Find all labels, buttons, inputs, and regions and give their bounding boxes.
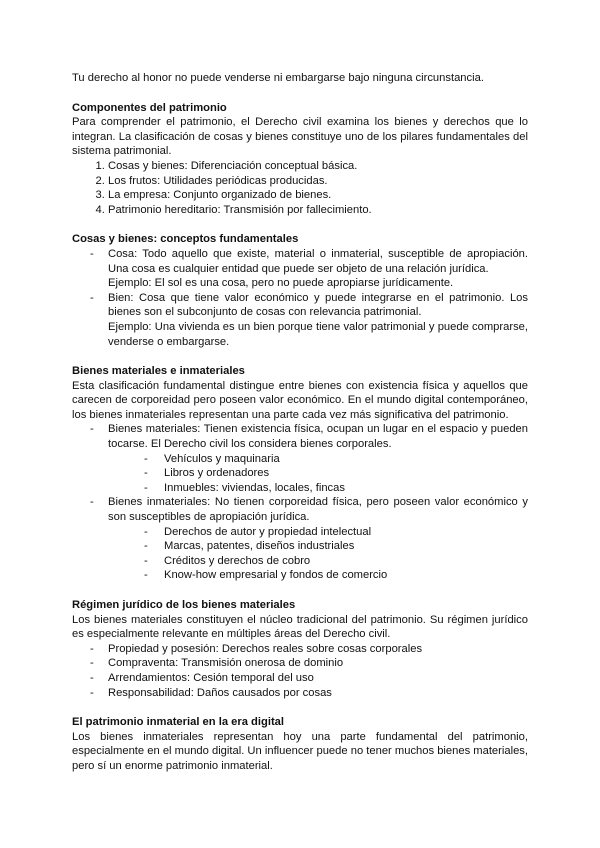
section-heading: El patrimonio inmaterial en la era digital bbox=[72, 716, 284, 729]
section-patrimonio-digital bbox=[72, 715, 528, 773]
section-paragraph: Esta clasificación fundamental distingue entre bienes con existencia física y aquellos que carecen de corporeidad pero poseen valor económico. En el mundo digital contemporáneo, los bienes inmateriales representan una parte cada vez más significativa del patrimonio. bbox=[72, 379, 528, 421]
list-item bbox=[72, 247, 528, 291]
document-body bbox=[72, 71, 528, 774]
section-regimen-juridico bbox=[72, 598, 528, 700]
intro-paragraph: Tu derecho al honor no puede venderse ni embargarse bajo ninguna circunstancia. bbox=[72, 72, 484, 84]
sub-list-item: - Marcas, patentes, diseños industriales bbox=[108, 539, 528, 554]
item-example: Ejemplo: Una vivienda es un bien porque tiene valor patrimonial y puede comprarse, venderse o embargarse. bbox=[108, 320, 528, 348]
item-example: Ejemplo: El sol es una cosa, pero no puede apropiarse jurídicamente. bbox=[108, 277, 454, 290]
section-materiales-inmateriales bbox=[72, 364, 528, 583]
section-paragraph: Para comprender el patrimonio, el Derecho civil examina los bienes y derechos que lo integran. La clasificación de cosas y bienes constituye uno de los pilares fundamentales del sistema patrimonial. bbox=[72, 116, 528, 158]
section-heading: Bienes materiales e inmateriales bbox=[72, 365, 245, 378]
bullet-list bbox=[72, 642, 528, 700]
list-item: - Responsabilidad: Daños causados por cosas bbox=[72, 686, 528, 701]
sub-list bbox=[108, 525, 528, 583]
section-cosas-y-bienes bbox=[72, 232, 528, 349]
sub-list-item: - Vehículos y maquinaria bbox=[108, 452, 528, 467]
sub-list bbox=[108, 452, 528, 496]
list-item: 2. Los frutos: Utilidades periódicas producidas. bbox=[108, 174, 528, 189]
section-paragraph: Los bienes materiales constituyen el núcleo tradicional del patrimonio. Su régimen jurídico es especialmente relevante en múltiples áreas del Derecho civil. bbox=[72, 613, 528, 641]
ordered-list bbox=[72, 159, 528, 217]
sub-list-item: - Know-how empresarial y fondos de comercio bbox=[108, 568, 528, 583]
sub-list-item: - Derechos de autor y propiedad intelectual bbox=[108, 525, 528, 540]
list-item: - Compraventa: Transmisión onerosa de dominio bbox=[72, 656, 528, 671]
item-text: Cosa: Todo aquello que existe, material o inmaterial, susceptible de apropiación. Una cosa es cualquier entidad que puede ser objeto de una relación jurídica. bbox=[108, 247, 528, 275]
sub-list-item: - Inmuebles: viviendas, locales, fincas bbox=[108, 481, 528, 496]
list-item: 1. Cosas y bienes: Diferenciación conceptual básica. bbox=[108, 159, 528, 174]
section-componentes bbox=[72, 101, 528, 218]
list-item: 4. Patrimonio hereditario: Transmisión por fallecimiento. bbox=[108, 203, 528, 218]
section-heading: Cosas y bienes: conceptos fundamentales bbox=[72, 233, 299, 246]
sub-list-item: - Créditos y derechos de cobro bbox=[108, 554, 528, 569]
section-heading: Régimen jurídico de los bienes materiales bbox=[72, 599, 296, 611]
item-text: Bienes inmateriales: No tienen corporeidad física, pero poseen valor económico y son susceptibles de apropiación jurídica. bbox=[108, 496, 528, 524]
list-item bbox=[72, 422, 528, 495]
section-heading: Componentes del patrimonio bbox=[72, 101, 227, 114]
sub-list-item: - Libros y ordenadores bbox=[108, 466, 528, 481]
item-text: Bien: Cosa que tiene valor económico y puede integrarse en el patrimonio. Los bienes son el subconjunto de cosas con relevancia patrimonial. bbox=[108, 291, 528, 319]
list-item: 3. La empresa: Conjunto organizado de bienes. bbox=[108, 188, 528, 203]
section-paragraph: Los bienes inmateriales representan hoy una parte fundamental del patrimonio, especialmente en el mundo digital. Un influencer puede no tener muchos bienes materiales, pero sí un enorme patrimonio inmaterial. bbox=[72, 730, 528, 772]
list-item: - Arrendamientos: Cesión temporal del uso bbox=[72, 671, 528, 686]
list-item bbox=[72, 495, 528, 583]
bullet-list bbox=[72, 247, 528, 349]
list-item bbox=[72, 291, 528, 349]
item-text: Bienes materiales: Tienen existencia física, ocupan un lugar en el espacio y pueden tocarse. El Derecho civil los considera bienes corporales. bbox=[108, 423, 528, 451]
list-item: - Propiedad y posesión: Derechos reales sobre cosas corporales bbox=[72, 642, 528, 657]
bullet-list bbox=[72, 422, 528, 583]
